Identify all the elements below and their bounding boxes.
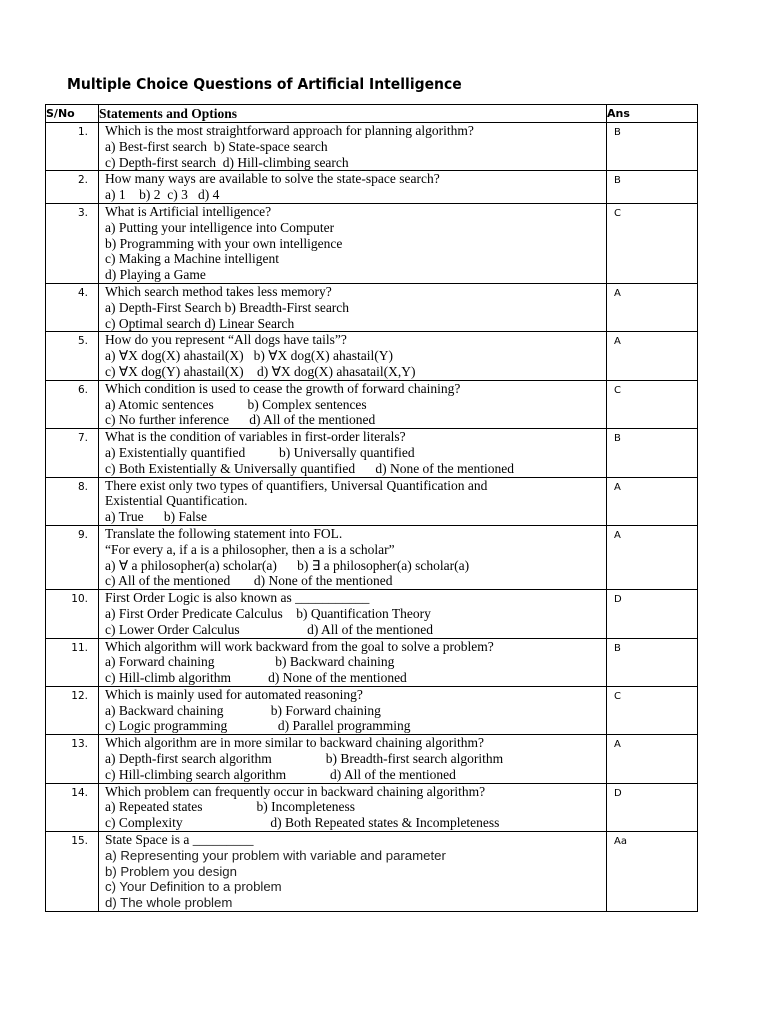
option-text: d) Playing a Game xyxy=(105,267,206,283)
option-text: a) Atomic sentences b) Complex sentences xyxy=(105,396,367,412)
option-text: a) Representing your problem with variable and parameter xyxy=(105,847,446,863)
option-text: c) Depth-first search d) Hill-climbing search xyxy=(105,154,349,170)
question-text: Which condition is used to cease the growth of forward chaining? xyxy=(105,380,461,396)
option-text: a) Putting your intelligence into Computer xyxy=(105,219,335,235)
question-text: Translate the following statement into FOL. xyxy=(105,525,343,541)
header-ans: Ans xyxy=(607,105,698,123)
option-text: c) No further inference d) All of the mentioned xyxy=(105,412,376,428)
question-text: There exist only two types of quantifiers, Universal Quantification and xyxy=(105,477,488,493)
table-row xyxy=(46,123,698,171)
question-text: State Space is a _________ xyxy=(105,832,254,848)
question-cell xyxy=(99,735,607,783)
mcq-table xyxy=(45,104,698,912)
question-number: 15. xyxy=(46,832,99,912)
question-cell xyxy=(99,783,607,831)
question-cell xyxy=(99,477,607,525)
option-text: c) Both Existentially & Universally quantified d) None of the mentioned xyxy=(105,460,515,476)
answer-cell: C xyxy=(607,686,698,734)
answer-cell: D xyxy=(607,783,698,831)
answer-cell: A xyxy=(607,525,698,589)
question-number: 11. xyxy=(46,638,99,686)
option-text: c) Complexity d) Both Repeated states & Incompleteness xyxy=(105,815,500,831)
page-title: Multiple Choice Questions of Artificial Intelligence xyxy=(67,75,462,93)
question-cell xyxy=(99,332,607,380)
answer-cell: D xyxy=(607,590,698,638)
option-text: b) Problem you design xyxy=(105,863,237,879)
table-row xyxy=(46,477,698,525)
option-text: c) Making a Machine intelligent xyxy=(105,251,279,267)
question-cell xyxy=(99,171,607,204)
question-text: Which search method takes less memory? xyxy=(105,283,332,299)
option-text: c) Logic programming d) Parallel programming xyxy=(105,718,411,734)
table-row xyxy=(46,429,698,477)
question-number: 5. xyxy=(46,332,99,380)
table-row xyxy=(46,638,698,686)
option-text: a) Existentially quantified b) Universally quantified xyxy=(105,444,415,460)
question-cell xyxy=(99,203,607,283)
table-row xyxy=(46,380,698,428)
option-text: c) Hill-climbing search algorithm d) All of the mentioned xyxy=(105,766,456,782)
table-row xyxy=(46,525,698,589)
question-cell xyxy=(99,283,607,331)
table-row xyxy=(46,590,698,638)
answer-cell: B xyxy=(607,429,698,477)
question-number: 1. xyxy=(46,123,99,171)
question-number: 13. xyxy=(46,735,99,783)
question-cell xyxy=(99,429,607,477)
question-number: 14. xyxy=(46,783,99,831)
option-text: “For every a, if a is a philosopher, then a is a scholar” xyxy=(105,541,395,557)
option-text: a) Depth-first search algorithm b) Breadth-first search algorithm xyxy=(105,751,504,767)
answer-cell: A xyxy=(607,477,698,525)
option-text: c) All of the mentioned d) None of the mentioned xyxy=(105,573,393,589)
question-number: 3. xyxy=(46,203,99,283)
question-number: 4. xyxy=(46,283,99,331)
question-number: 8. xyxy=(46,477,99,525)
option-text: a) Backward chaining b) Forward chaining xyxy=(105,702,381,718)
option-text: a) Best-first search b) State-space search xyxy=(105,138,328,154)
answer-cell: Aa xyxy=(607,832,698,912)
option-text: a) ∀ a philosopher(a) scholar(a) b) ∃ a philosopher(a) scholar(a) xyxy=(105,557,470,573)
option-text: a) ∀X dog(X) ahastail(X) b) ∀X dog(X) ahastail(Y) xyxy=(105,348,394,364)
question-text: First Order Logic is also known as ___________ xyxy=(105,590,370,606)
answer-cell: B xyxy=(607,171,698,204)
answer-cell: C xyxy=(607,380,698,428)
table-row xyxy=(46,283,698,331)
question-cell xyxy=(99,380,607,428)
question-number: 6. xyxy=(46,380,99,428)
option-text: c) Your Definition to a problem xyxy=(105,879,282,895)
question-cell xyxy=(99,525,607,589)
option-text: a) True b) False xyxy=(105,509,207,525)
option-text: b) Programming with your own intelligence xyxy=(105,235,343,251)
header-row xyxy=(46,105,698,123)
table-row xyxy=(46,203,698,283)
question-number: 10. xyxy=(46,590,99,638)
option-text: a) Depth-First Search b) Breadth-First search xyxy=(105,299,350,315)
option-text: a) 1 b) 2 c) 3 d) 4 xyxy=(105,187,220,203)
table-row xyxy=(46,735,698,783)
question-text: What is Artificial intelligence? xyxy=(105,203,272,219)
table-body xyxy=(46,123,698,912)
question-number: 12. xyxy=(46,686,99,734)
table-row xyxy=(46,783,698,831)
table-row xyxy=(46,171,698,204)
option-text: c) Hill-climb algorithm d) None of the mentioned xyxy=(105,670,407,686)
question-number: 7. xyxy=(46,429,99,477)
question-text: Which is mainly used for automated reasoning? xyxy=(105,686,363,702)
header-sno: S/No xyxy=(46,105,99,123)
question-number: 2. xyxy=(46,171,99,204)
question-text: How many ways are available to solve the state-space search? xyxy=(105,171,440,187)
option-text: c) Optimal search d) Linear Search xyxy=(105,315,295,331)
question-text: How do you represent “All dogs have tails”? xyxy=(105,332,347,348)
question-text: Which is the most straightforward approach for planning algorithm? xyxy=(105,123,474,138)
header-statements: Statements and Options xyxy=(99,105,607,123)
question-cell xyxy=(99,638,607,686)
option-text: d) The whole problem xyxy=(105,895,233,911)
option-text: a) Forward chaining b) Backward chaining xyxy=(105,654,395,670)
option-text: a) Repeated states b) Incompleteness xyxy=(105,799,356,815)
question-text: Which algorithm are in more similar to backward chaining algorithm? xyxy=(105,735,485,751)
answer-cell: A xyxy=(607,283,698,331)
answer-cell: C xyxy=(607,203,698,283)
question-text: Which algorithm will work backward from the goal to solve a problem? xyxy=(105,638,494,654)
question-text: Which problem can frequently occur in backward chaining algorithm? xyxy=(105,783,486,799)
option-text: a) First Order Predicate Calculus b) Quantification Theory xyxy=(105,605,431,621)
option-text: c) Lower Order Calculus d) All of the mentioned xyxy=(105,621,434,637)
question-text: What is the condition of variables in first-order literals? xyxy=(105,429,406,445)
answer-cell: B xyxy=(607,638,698,686)
table-row xyxy=(46,832,698,912)
option-text: Existential Quantification. xyxy=(105,493,248,509)
question-cell xyxy=(99,590,607,638)
question-cell xyxy=(99,686,607,734)
table-row xyxy=(46,332,698,380)
question-cell xyxy=(99,123,607,171)
question-cell xyxy=(99,832,607,912)
answer-cell: B xyxy=(607,123,698,171)
question-number: 9. xyxy=(46,525,99,589)
option-text: c) ∀X dog(Y) ahastail(X) d) ∀X dog(X) ahasatail(X,Y) xyxy=(105,363,416,379)
answer-cell: A xyxy=(607,735,698,783)
table-row xyxy=(46,686,698,734)
answer-cell: A xyxy=(607,332,698,380)
